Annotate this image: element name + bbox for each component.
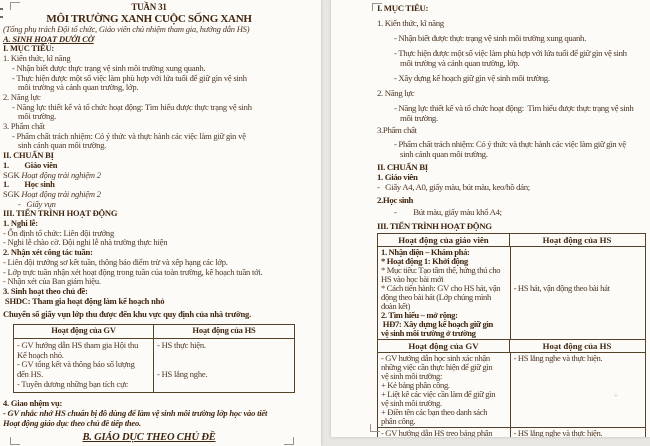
text-line: 4. Giao nhệm vụ: xyxy=(3,398,63,409)
text-line: 1. Kiến thức, kĩ năng xyxy=(3,53,71,64)
text-line: Hoạt động giáo dục theo chủ đề tiếp theo. xyxy=(3,417,141,428)
page2-body-lines xyxy=(377,3,646,231)
text-run: Hoạt động trải nghiệm 2 xyxy=(21,169,101,180)
text-line: - Giấy A4, A0, giấy màu, bút màu, keo/hồ dán; xyxy=(377,182,530,192)
text-line: Chuyển số giấy vụn lớp thu được đến khu vực quy định của nhà trường. xyxy=(3,309,252,320)
table-header-row xyxy=(14,325,294,338)
table-cell-hs xyxy=(510,247,645,339)
text-run: SGK xyxy=(3,188,22,199)
text-line: môi trường. xyxy=(18,111,57,122)
document-page-left xyxy=(0,0,321,446)
text-line: I. MỤC TIÊU: xyxy=(3,43,55,54)
text-line: - Nghi lễ chào cờ. Đội nghi lễ nhà trường thực hiện xyxy=(3,237,168,248)
text-boundary-mark-bottom-right xyxy=(284,437,294,445)
text-line: - Giấy vụn xyxy=(18,198,56,209)
table-row xyxy=(378,246,645,339)
document-title: MÔI TRƯỜNG XANH CUỘC SỐNG XANH xyxy=(46,13,252,25)
text-line: sinh cảnh quan môi trường. xyxy=(400,149,488,159)
text-line: - GV nhắc nhở HS chuẩn bị đồ dùng để làm vệ sinh môi trường lớp học vào tiết xyxy=(3,408,268,419)
page1-after-table-lines xyxy=(3,399,295,428)
text-line: những việc cần thực hiện để giữ gìn xyxy=(381,362,493,372)
text-line: - GV tổng kết và thông báo số lượng xyxy=(17,359,135,370)
text-line xyxy=(514,257,642,266)
page1-content xyxy=(0,0,321,444)
text-line: SHDC: Tham gia hoạt động làm kế hoạch nhỏ xyxy=(3,295,165,306)
text-line: * Cách tiến hành: GV cho HS hát, vận xyxy=(381,283,501,293)
page2-content xyxy=(331,0,650,437)
table-header-gv: Hoạt động của giáo viên xyxy=(398,235,489,245)
text-line xyxy=(157,351,291,361)
text-boundary-mark-top-left xyxy=(372,3,382,11)
text-boundary-mark-bottom-left xyxy=(370,424,380,432)
text-line: - Thực hiện được một số việc làm phù hợp với lứa tuổi để giữ gìn vệ sinh xyxy=(12,72,247,83)
text-line: - Ổn định tổ chức: Liên đội trưởng xyxy=(3,227,115,238)
text-line: 2.Học sinh xyxy=(377,195,414,205)
subtitle-note: (Tổng phụ trách Đội tổ chức, Giáo viên chủ nhiệm tham gia, hướng dẫn HS) xyxy=(3,24,250,34)
table-cell-hs xyxy=(510,428,645,437)
text-line: + Điền tên các bạn theo danh sách xyxy=(381,407,488,417)
text-line: - GV hướng dẫn HS tham gia Hội thu xyxy=(17,339,139,350)
text-line: vệ sinh môi trường: xyxy=(381,371,443,381)
table-cell-gv xyxy=(378,247,510,339)
section-b-heading: B. GIÁO DỤC THEO CHỦ ĐỀ xyxy=(82,432,216,444)
text-line: III. TIẾN TRÌNH HOẠT ĐỘNG xyxy=(3,208,118,219)
text-line: * Hoạt động 1: Khởi động xyxy=(381,256,468,266)
text-line: 1. Nhận diện – Khám phá: xyxy=(381,247,470,257)
text-line: - HS lắng nghe và thực hiện. xyxy=(513,353,603,363)
text-line: - HS lắng nghe và thực hiện. xyxy=(513,428,603,437)
page-edge-mark xyxy=(0,8,3,10)
text-line: - Nhận biết được thực trạng vệ sinh môi trường xung quanh. xyxy=(394,33,586,43)
table-subheader-row xyxy=(378,339,645,352)
text-line: đến HS. xyxy=(17,368,43,379)
text-line: - HS thực hiện. xyxy=(157,339,206,350)
text-line: 1. Học sinh xyxy=(3,179,55,190)
text-line: - GV hướng dẫn HS treo bảng phân xyxy=(381,428,493,437)
text-line: + Liệt kê các việc cần làm để giữ gìn xyxy=(381,389,496,399)
text-line: - Năng lực thiết kế và tổ chức hoạt động: Tìm hiểu được thực trạng vệ sinh xyxy=(394,103,634,113)
activity-table-sinh-hoat xyxy=(13,324,295,393)
table-header-hs: Hoạt động của HS xyxy=(509,234,644,246)
week-title: TUẦN 31 xyxy=(131,2,167,12)
text-line: 3. Sinh hoạt theo chủ đề: xyxy=(3,285,88,296)
text-line: sinh cảnh quan môi trường. xyxy=(18,140,107,151)
table-header-hs: Hoạt động của HS xyxy=(509,340,644,352)
table-cell-gv xyxy=(378,428,510,437)
page1-body-lines xyxy=(3,44,295,320)
text-line: II. CHUẨN BỊ xyxy=(3,150,54,161)
text-line: HĐ7: Xây dựng kế hoạch giữ gìn xyxy=(381,319,493,329)
stray-mark: ÷ xyxy=(614,392,618,400)
text-line: HS vào học bài mới xyxy=(381,274,444,284)
table-row xyxy=(378,352,645,427)
text-line: - Lớp trực tuần nhận xét hoạt động trong tuần của toàn trường, kế hoạch tuần tới. xyxy=(3,266,263,277)
text-line: Kế hoạch nhỏ. xyxy=(17,349,64,360)
section-a-heading: A. SINH HOẠT DƯỚI CỜ xyxy=(3,33,94,44)
table-header-gv: Hoạt động của GV xyxy=(51,325,116,336)
text-line: III. TIẾN TRÌNH HOẠT ĐỘNG xyxy=(377,221,492,231)
text-line: II. CHUẨN BỊ xyxy=(377,162,428,172)
text-line: - Năng lực thiết kế và tổ chức hoạt động: Tìm hiểu được thực trạng vệ sinh xyxy=(12,101,252,112)
text-line: 2. Năng lực xyxy=(377,88,415,98)
text-line: vệ sinh môi trường. xyxy=(381,398,442,408)
text-line: động theo bài hát (Lớp chúng mình xyxy=(381,292,491,302)
text-line: môi trường và cảnh quan trường, lớp. xyxy=(400,58,520,68)
text-line: đoàn kết) xyxy=(381,301,411,311)
text-line: 1. Giáo viên xyxy=(377,172,418,182)
text-line: - Nhận biết được thực trạng vệ sinh môi trường xung quanh. xyxy=(12,62,206,73)
text-line: - HS lắng nghe. xyxy=(157,368,208,379)
page-edge-mark xyxy=(0,16,3,18)
text-run: Hoạt động trải nghiệm 2 xyxy=(21,188,101,199)
text-line: 2. Năng lực xyxy=(3,91,41,102)
document-page-right xyxy=(331,0,650,437)
text-line: phân công. xyxy=(381,416,416,426)
text-line: - Tuyên dương những bạn tích cực xyxy=(17,378,129,389)
table-header-row xyxy=(378,234,645,246)
table-cell-gv xyxy=(378,353,510,427)
text-line: môi trường và cảnh quan trường, lớp. xyxy=(18,82,139,93)
text-line: - Thực hiện được một số việc làm phù hợp với lứa tuổi để giữ gìn vệ sinh xyxy=(394,48,627,58)
text-line: 3.Phẩm chất xyxy=(377,125,417,135)
text-line: * Mục tiêu: Tạo tâm thế, hứng thú cho xyxy=(381,265,501,275)
text-line: - Phẩm chất trách nhiệm: Có ý thức và thực hành các việc làm giữ gìn vệ xyxy=(394,139,626,149)
text-line: 1. Giáo viên xyxy=(3,159,58,170)
text-boundary-mark-top-left xyxy=(10,2,20,10)
text-line: I. MỤC TIÊU: xyxy=(377,3,429,13)
text-line: - GV hướng dẫn học sinh xác nhận xyxy=(381,353,490,363)
table-header-gv: Hoạt động của GV xyxy=(408,341,479,351)
text-boundary-mark-bottom-left xyxy=(10,437,20,445)
text-line: - Liên đội trưởng sơ kết tuần, thông báo điểm trừ và xếp hạng các lớp. xyxy=(3,256,228,267)
text-line xyxy=(514,248,642,257)
table-cell-hs xyxy=(510,353,645,427)
text-line: môi trường. xyxy=(400,113,438,123)
text-line: 1. Kiến thức, kĩ năng xyxy=(377,18,444,28)
table-row xyxy=(14,338,294,393)
table-cell-hs xyxy=(153,339,294,393)
text-line: - Bút màu, giấy màu khổ A4; xyxy=(394,207,502,217)
text-line: + Kẻ bảng phân công. xyxy=(381,380,450,390)
table-row xyxy=(378,427,645,437)
text-line: - Xây dựng kế hoạch giữ gìn vệ sinh môi trường. xyxy=(394,73,550,83)
text-line: 2. Nhận xét công tác tuần: xyxy=(3,247,93,258)
text-line: - Nhận xét của Ban giám hiệu. xyxy=(3,276,101,287)
text-line: 3. Phẩm chất xyxy=(3,121,45,132)
text-line: 1. Nghi lễ: xyxy=(3,218,38,229)
table-cell-gv xyxy=(14,339,153,393)
table-header-hs: Hoạt động của HS xyxy=(153,325,294,338)
activity-table-tien-trinh xyxy=(377,233,646,437)
text-line: vệ sinh môi trường ở trường xyxy=(381,328,476,338)
text-line: 2. Tìm hiểu – mở rộng: xyxy=(381,310,458,320)
text-run: SGK xyxy=(3,169,22,180)
text-line: - HS hát, vận động theo bài hát xyxy=(513,283,610,293)
text-line: - Phẩm chất trách nhiệm: Có ý thức và thực hành các việc làm giữ gìn vệ xyxy=(12,130,246,141)
text-line xyxy=(514,266,642,275)
